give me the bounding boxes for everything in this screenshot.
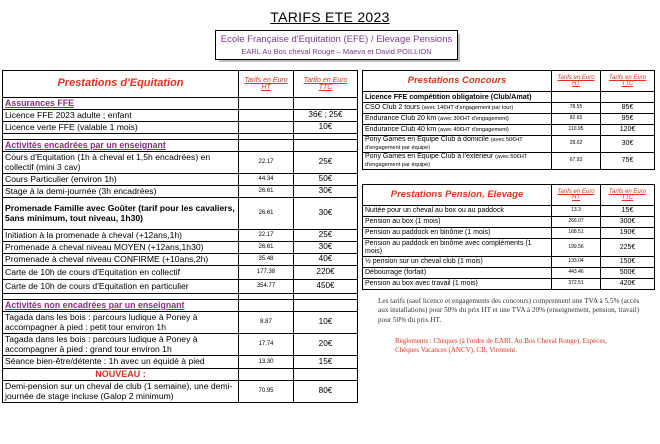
table-row: Licence verte FFE (valable 1 mois) 10€ bbox=[3, 122, 358, 134]
payment-methods: Règlements : Chèques (à l'ordre de EARL Au Bos Cheval Rouge), Espèces, Chèques Vacances (ANCV), CB, Virement. bbox=[395, 337, 607, 355]
table-row: Pension au paddock en binôme avec compléments (1 mois) 199.56 225€ bbox=[363, 239, 655, 257]
table-row: Pony Games en Equipe Club à l'extérieur (avec 50€HT d'engagement par équipe) 67.93 75€ bbox=[363, 153, 655, 170]
section-label: Assurances FFE bbox=[3, 98, 239, 110]
table-row: Cours d'Equitation (1h à cheval et 1,5h encadrées) en collectif (mini 3 cav) 22.17 25€ bbox=[3, 152, 358, 174]
table-row: Pony Games en Equipe Club à domicile (avec 50€HT d'engagement par équipe) 28.02 30€ bbox=[363, 136, 655, 153]
table-row: Licence FFE 2023 adulte ; enfant 36€ ; 25€ bbox=[3, 110, 358, 122]
table-row: Débourrage (forfait) 443.46 500€ bbox=[363, 268, 655, 279]
pension-title: Prestations Pension, Elevage bbox=[363, 185, 552, 206]
equitation-table bbox=[2, 70, 358, 403]
section-label: Activités non encadrées par un enseignant bbox=[3, 300, 239, 312]
header-box bbox=[215, 30, 458, 60]
table-row: Cours Particulier (environ 1h) 44.34 50€ bbox=[3, 174, 358, 186]
col-ht: Tarifs en Euro HT bbox=[239, 71, 294, 98]
table-row: Promenade à cheval niveau CONFIRME (+10ans,2h) 35.48 40€ bbox=[3, 254, 358, 266]
concours-title: Prestations Concours bbox=[363, 71, 552, 92]
table-row: Promenade à cheval niveau MOYEN (+12ans,1h30) 26.61 30€ bbox=[3, 242, 358, 254]
col-ttc: Tarifo en Euro TTC bbox=[294, 71, 358, 98]
col-ht: Tarifs en Euro HT bbox=[552, 185, 601, 206]
table-row: Carte de 10h de cours d'Equitation en collectif 177.38 220€ bbox=[3, 266, 358, 280]
table-row: Pension au box avec travail (1 mois) 372.51 420€ bbox=[363, 279, 655, 290]
table-row: Nuitée pour un cheval au box ou au paddock 13.3 15€ bbox=[363, 206, 655, 217]
table-row: Endurance Club 20 km (avec 30€HT d'engagement) 82.65 95€ bbox=[363, 114, 655, 125]
equitation-title: Prestations d'Equitation bbox=[3, 71, 239, 98]
section-label: Licence FFE compétition obligatoire (Club/Amat) bbox=[363, 92, 552, 103]
table-row: CSO Club 2 tours (avec 14€HT d'engagement par tour) 78.55 85€ bbox=[363, 103, 655, 114]
table-row: Demi-pension sur un cheval de club (1 semaine), une demi-journée de stage incluse (Galop 2 minimum) 70.95 80€ bbox=[3, 381, 358, 403]
table-row: Stage à la demi-journée (3h encadrées) 26.61 30€ bbox=[3, 186, 358, 198]
table-row: ½ pension sur un cheval club (1 mois) 133.04 150€ bbox=[363, 257, 655, 268]
table-row: Pension au paddock en binôme (1 mois) 168.51 190€ bbox=[363, 228, 655, 239]
col-ttc: Tarifs en Euro TTC bbox=[601, 71, 655, 92]
table-row: Séance bien-être/détente : 1h avec un équidé à pied 13.30 15€ bbox=[3, 356, 358, 369]
col-ttc: Tarifs en Euro TTC bbox=[601, 185, 655, 206]
header-line2: EARL Au Bos cheval Rouge – Maeva et David POILLION bbox=[241, 47, 432, 56]
page-title: TARIFS ETE 2023 bbox=[270, 9, 390, 25]
table-row: Initiation à la promenade à cheval (+12ans,1h) 22.17 25€ bbox=[3, 230, 358, 242]
concours-table bbox=[362, 70, 655, 170]
table-row: Carte de 10h de cours d'Equitation en particulier 354.77 450€ bbox=[3, 280, 358, 294]
table-row: Pension au box (1 mois) 266.07 300€ bbox=[363, 217, 655, 228]
table-row: Tagada dans les bois : parcours ludique à Poney à accompagner à pied : petit tour environ 1h 8.87 10€ bbox=[3, 312, 358, 334]
nouveau-label: NOUVEAU : bbox=[3, 369, 239, 381]
table-row: Endurance Club 40 km (avec 40€HT d'engagement) 110.95 120€ bbox=[363, 125, 655, 136]
table-row: Promenade Famille avec Goûter (tarif pour les cavaliers, 5ans minimum, tout niveau, 1h30) 26.61 30€ bbox=[3, 198, 358, 230]
pension-table bbox=[362, 184, 655, 290]
col-ht: Tarifs en Euro HT bbox=[552, 71, 601, 92]
section-label: Activités encadrées par un enseignant bbox=[3, 140, 239, 152]
table-row: Tagada dans les bois : parcours ludique à Poney à accompagner à pied : grand tour environ 1h 17.74 20€ bbox=[3, 334, 358, 356]
tax-notes: Les tarifs (sauf licence et engagements des concours) comprennent une TVA à 5.5% (accès aux installations) pour 50% du prix HT et une TVA à 20% (enseignement, pension, travail) pour 50% du prix HT. bbox=[378, 297, 640, 324]
header-line1: Ecole Française d'Equitation (EFE) / Elevage Pensions bbox=[220, 34, 453, 45]
